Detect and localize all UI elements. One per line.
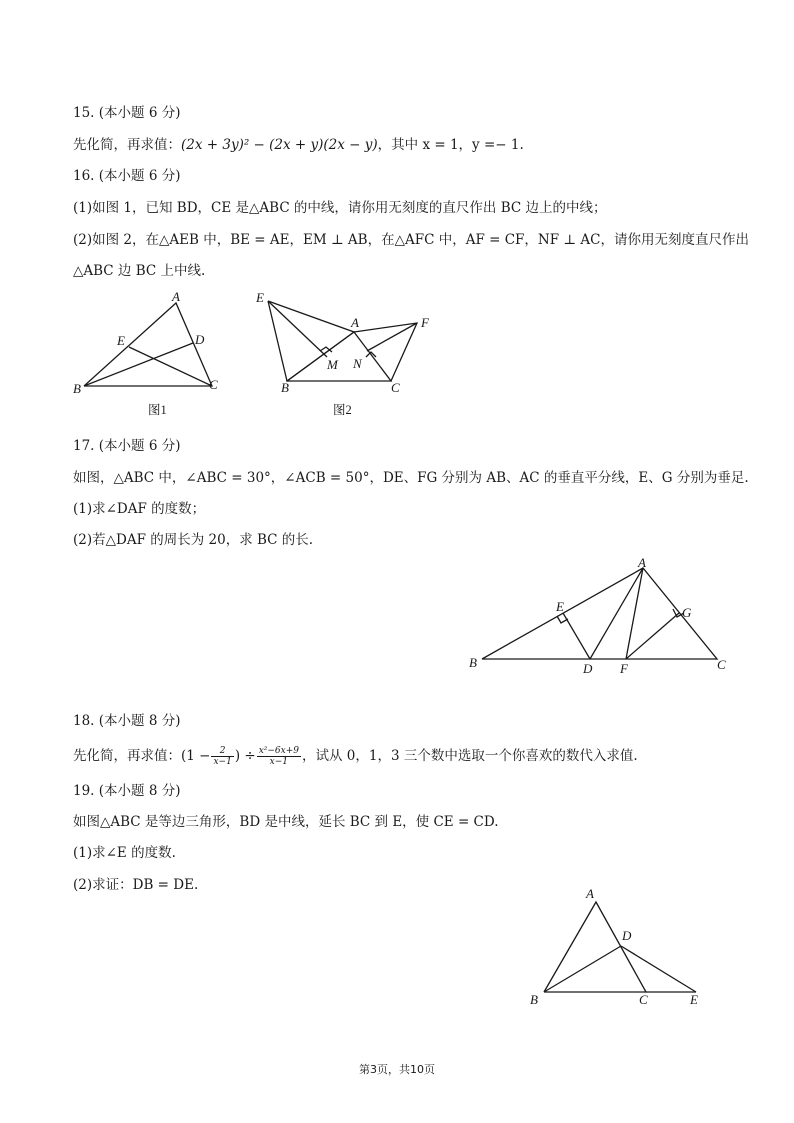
q17-right-angle-e (557, 616, 568, 623)
q18-suffix: ，试从 0，1，3 三个数中选取一个你喜欢的数代入求值. (301, 748, 638, 764)
q17-part2: (2)若△DAF 的周长为 20，求 BC 的长. (73, 532, 314, 548)
q19-label-e: E (690, 992, 698, 1007)
q19-text: 如图△ABC 是等边三角形，BD 是中线，延长 BC 到 E，使 CE = CD. (73, 814, 499, 830)
q18-fraction-1 (211, 746, 233, 767)
q17-label-g: G (682, 605, 692, 620)
fig1-median-ce (129, 347, 212, 386)
q18-header: 18. (本小题 8 分) (73, 713, 181, 729)
q18-fraction-1-numerator: 2 (211, 746, 233, 757)
q16-header: 16. (本小题 6 分) (73, 168, 181, 184)
q19-part2: (2)求证：DB = DE. (73, 877, 199, 893)
fig2-label-n: N (353, 356, 362, 371)
q18-prefix: 先化简，再求值：(1 − (73, 748, 211, 764)
q15-expression: (2x + 3y)² − (2x + y)(2x − y) (181, 137, 378, 153)
q15-suffix: ，其中 x = 1，y =− 1. (377, 137, 524, 153)
fig1-label-e: E (117, 333, 125, 348)
q18-fraction-2 (257, 746, 301, 767)
q18-fraction-2-numerator: x²−6x+9 (258, 746, 299, 756)
fig1-label-c: C (209, 377, 218, 392)
q19-header: 19. (本小题 8 分) (73, 783, 181, 799)
q17-label-f: F (620, 661, 628, 676)
q16-figure-1 (66, 290, 226, 420)
q17-header: 17. (本小题 6 分) (73, 438, 181, 454)
q17-label-c: C (717, 657, 726, 672)
fig1-median-bd (84, 343, 193, 386)
fig1-caption: 图1 (148, 403, 167, 417)
q17-label-d: D (583, 661, 593, 676)
q19-segment-de (621, 946, 696, 992)
q15-text (73, 135, 524, 155)
q15-header: 15. (本小题 6 分) (73, 105, 181, 121)
fig2-caption: 图2 (333, 403, 352, 417)
fig2-label-b: B (281, 380, 289, 395)
q16-part2-line1: (2)如图 2，在△AEB 中，BE = AE，EM ⊥ AB，在△AFC 中，AF = CF，NF ⊥ AC，请你用无刻度直尺作出 (73, 232, 749, 248)
fig2-label-e: E (256, 290, 264, 305)
q19-figure (520, 880, 720, 1015)
q16-figure-2 (250, 285, 450, 420)
fig2-segment-em (268, 301, 327, 357)
q18-divide: ) ÷ (234, 748, 256, 764)
fig1-triangle (84, 303, 212, 386)
q17-label-a: A (638, 555, 646, 570)
fig2-label-m: M (327, 357, 338, 372)
fig1-label-b: B (73, 381, 81, 396)
q18-fraction-1-denominator: x−1 (213, 757, 232, 767)
q17-label-b: B (469, 655, 477, 670)
q19-label-d: D (622, 928, 632, 943)
q17-label-e: E (556, 599, 564, 614)
q15-prefix: 先化简，再求值： (73, 137, 181, 153)
fig2-label-a: A (351, 315, 359, 330)
q19-part1: (1)求∠E 的度数. (73, 845, 176, 861)
page-footer: 第3页，共10页 (359, 1063, 435, 1076)
fig2-triangle-afc (354, 323, 417, 381)
q19-label-b: B (530, 992, 538, 1007)
q19-label-a: A (586, 886, 594, 901)
q18-fraction-2-denominator: x−1 (269, 757, 288, 767)
q18-text (73, 743, 638, 769)
fig2-label-c: C (391, 380, 400, 395)
q19-label-c: C (639, 992, 648, 1007)
q19-triangle (544, 902, 646, 992)
fig2-label-f: F (421, 315, 429, 330)
q17-figure (460, 552, 740, 682)
fig1-label-d: D (195, 332, 205, 347)
q16-part2-line2: △ABC 边 BC 上中线. (73, 263, 206, 279)
q17-text: 如图，△ABC 中，∠ABC = 30°，∠ACB = 50°，DE、FG 分别为 AB、AC 的垂直平分线，E、G 分别为垂足. (73, 470, 749, 486)
fig1-label-a: A (172, 290, 180, 304)
q16-part1: (1)如图 1，已知 BD，CE 是△ABC 的中线，请你用无刻度的直尺作出 BC 边上的中线； (73, 200, 607, 216)
q19-median-bd (544, 946, 621, 992)
q17-part1: (1)求∠DAF 的度数； (73, 501, 206, 517)
